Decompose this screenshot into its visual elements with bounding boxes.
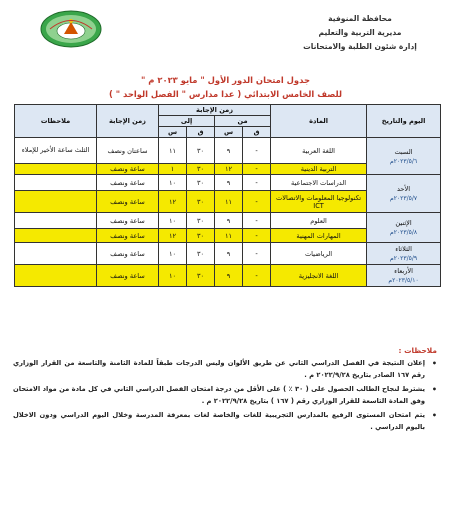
from-hours-cell: ٩ — [215, 243, 243, 265]
notes-cell — [15, 213, 97, 229]
to-minutes-cell: ٣٠ — [187, 213, 215, 229]
to-hours-cell: ١٠ — [159, 243, 187, 265]
from-minutes-cell: - — [243, 229, 271, 243]
from-hours-cell: ١٢ — [215, 164, 243, 175]
exam-date: ٢٠٢٣/٥/٨م — [389, 229, 418, 236]
to-hours-cell: ١٠ — [159, 175, 187, 191]
duration-cell: ساعتان ونصف — [97, 138, 159, 164]
header-to-minutes: ق — [187, 127, 215, 138]
to-minutes-cell: ٣٠ — [187, 265, 215, 287]
to-hours-cell: ١ — [159, 164, 187, 175]
subject-cell: الرياضيات — [271, 243, 367, 265]
exam-schedule-title: جدول امتحان الدور الأول " مايو ٢٠٢٣ م " — [141, 75, 310, 85]
to-minutes-cell: ٣٠ — [187, 229, 215, 243]
subject-cell: الدراسات الاجتماعية — [271, 175, 367, 191]
to-hours-cell: ١٠ — [159, 265, 187, 287]
from-minutes-cell: - — [243, 213, 271, 229]
schedule-row — [15, 265, 441, 287]
duration-cell: ساعة ونصف — [97, 243, 159, 265]
to-minutes-cell: ٣٠ — [187, 164, 215, 175]
day-date-cell — [367, 243, 441, 265]
notes-cell — [15, 175, 97, 191]
to-hours-cell: ١١ — [159, 138, 187, 164]
schedule-row — [15, 175, 441, 191]
header-duration: زمن الإجابة — [97, 105, 159, 138]
note-item — [13, 410, 437, 433]
to-minutes-cell: ٣٠ — [187, 138, 215, 164]
subject-cell: العلوم — [271, 213, 367, 229]
schedule-row — [15, 243, 441, 265]
day-date-cell — [367, 175, 441, 213]
header-notes: ملاحظات — [15, 105, 97, 138]
note-item — [13, 358, 437, 381]
note-text: يتم امتحان المستوى الرفيع بالمدارس التجريبية للغات والخاصة لغات بمعرفة المدرسة وخلال اليوم الدراسي ودون الاخلال باليوم الدراسي . — [13, 411, 425, 431]
note-item — [13, 384, 437, 407]
from-minutes-cell: - — [243, 138, 271, 164]
day-date-cell — [367, 138, 441, 175]
bullet-icon: • — [431, 385, 437, 394]
to-minutes-cell: ٣٠ — [187, 243, 215, 265]
exam-schedule-table — [14, 104, 441, 287]
subject-cell: اللغة الانجليزية — [271, 265, 367, 287]
exam-date: ٢٠٢٣/٥/٦م — [389, 157, 418, 165]
day-name: السبت — [394, 147, 413, 156]
schedule-row — [15, 138, 441, 164]
duration-cell: ساعة ونصف — [97, 265, 159, 287]
from-minutes-cell: - — [243, 164, 271, 175]
header-answer-time-group: زمن الإجابة — [159, 105, 271, 116]
header-to-hours: س — [159, 127, 187, 138]
from-minutes-cell: - — [243, 175, 271, 191]
duration-cell: ساعة ونصف — [97, 191, 159, 213]
exam-schedule-subtitle: للصف الخامس الابتدائي ( عدا مدارس " الفصل الواحد " ) — [108, 89, 343, 99]
day-name: الأحد — [396, 185, 411, 193]
exam-date: ٢٠٢٣/٥/٩م — [389, 255, 418, 262]
from-hours-cell: ٩ — [215, 265, 243, 287]
header-line-department: إدارة شئون الطلبة والامتحانات — [303, 42, 417, 51]
notes-cell — [15, 229, 97, 243]
subject-cell: التربية الدينية — [271, 164, 367, 175]
to-hours-cell: ١٠ — [159, 213, 187, 229]
header-from-minutes: ق — [243, 127, 271, 138]
bullet-icon: • — [431, 359, 437, 368]
from-minutes-cell: - — [243, 191, 271, 213]
notes-cell — [15, 265, 97, 287]
day-name: الإثنين — [395, 219, 412, 227]
subject-cell: تكنولوجيا المعلومات والاتصالات ICT — [271, 191, 367, 213]
notes-title: ملاحظات : — [398, 346, 437, 355]
to-minutes-cell: ٣٠ — [187, 191, 215, 213]
logo-emblem-icon — [40, 10, 102, 48]
from-hours-cell: ١١ — [215, 229, 243, 243]
notes-list — [13, 358, 437, 436]
to-hours-cell: ١٢ — [159, 191, 187, 213]
day-date-cell — [367, 213, 441, 243]
header-from: من — [215, 116, 271, 127]
from-hours-cell: ٩ — [215, 138, 243, 164]
to-minutes-cell: ٣٠ — [187, 175, 215, 191]
header-line-governorate: محافظة المنوفية — [328, 14, 392, 23]
header-subject: المادة — [271, 105, 367, 138]
notes-cell — [15, 243, 97, 265]
note-text: يشترط لنجاح الطالب الحصول على ( ٣٠ ٪ ) على الأقل من درجة امتحان الفصل الدراسي الثاني في كل مادة من مواد الامتحان وفق المادة التاسعة للقرار الوزاري رقم ( ١٦٧ ) بتاريخ ٢٠٢٢/٩/٢٨ م . — [13, 385, 425, 405]
duration-cell: ساعة ونصف — [97, 229, 159, 243]
day-date-cell — [367, 265, 441, 287]
header-line-directorate: مديرية التربية والتعليم — [318, 28, 402, 37]
to-hours-cell: ١٢ — [159, 229, 187, 243]
notes-cell — [15, 164, 97, 175]
from-minutes-cell: - — [243, 265, 271, 287]
notes-cell — [15, 191, 97, 213]
day-name: الأربعاء — [394, 267, 413, 275]
header-day-date: اليوم والتاريخ — [367, 105, 441, 138]
from-hours-cell: ٩ — [215, 213, 243, 229]
header-to: إلى — [159, 116, 215, 127]
directorate-header — [285, 12, 435, 54]
note-text: إعلان النتيجة في الفصل الدراسي الثاني عن طريق الألوان وليس الدرجات طبقاً للمادة الثامنة والتاسعة من القرار الوزاري رقم ١٦٧ الصادر بتاريخ ٢٠٢٢/٩/٢٨ م . — [13, 359, 425, 379]
bullet-icon: • — [431, 411, 437, 420]
subject-cell: اللغة العربية — [271, 138, 367, 164]
duration-cell: ساعة ونصف — [97, 213, 159, 229]
from-minutes-cell: - — [243, 243, 271, 265]
schedule-row — [15, 213, 441, 229]
day-name: الثلاثاء — [395, 245, 412, 253]
duration-cell: ساعة ونصف — [97, 164, 159, 175]
exam-date: ٢٠٢٣/٥/١٠م — [388, 277, 419, 284]
from-hours-cell: ١١ — [215, 191, 243, 213]
subject-cell: المهارات المهنية — [271, 229, 367, 243]
duration-cell: ساعة ونصف — [97, 175, 159, 191]
exam-date: ٢٠٢٣/٥/٧م — [389, 195, 418, 202]
from-hours-cell: ٩ — [215, 175, 243, 191]
notes-cell: الثلث ساعة الأخير للإملاء — [15, 138, 97, 164]
header-from-hours: س — [215, 127, 243, 138]
